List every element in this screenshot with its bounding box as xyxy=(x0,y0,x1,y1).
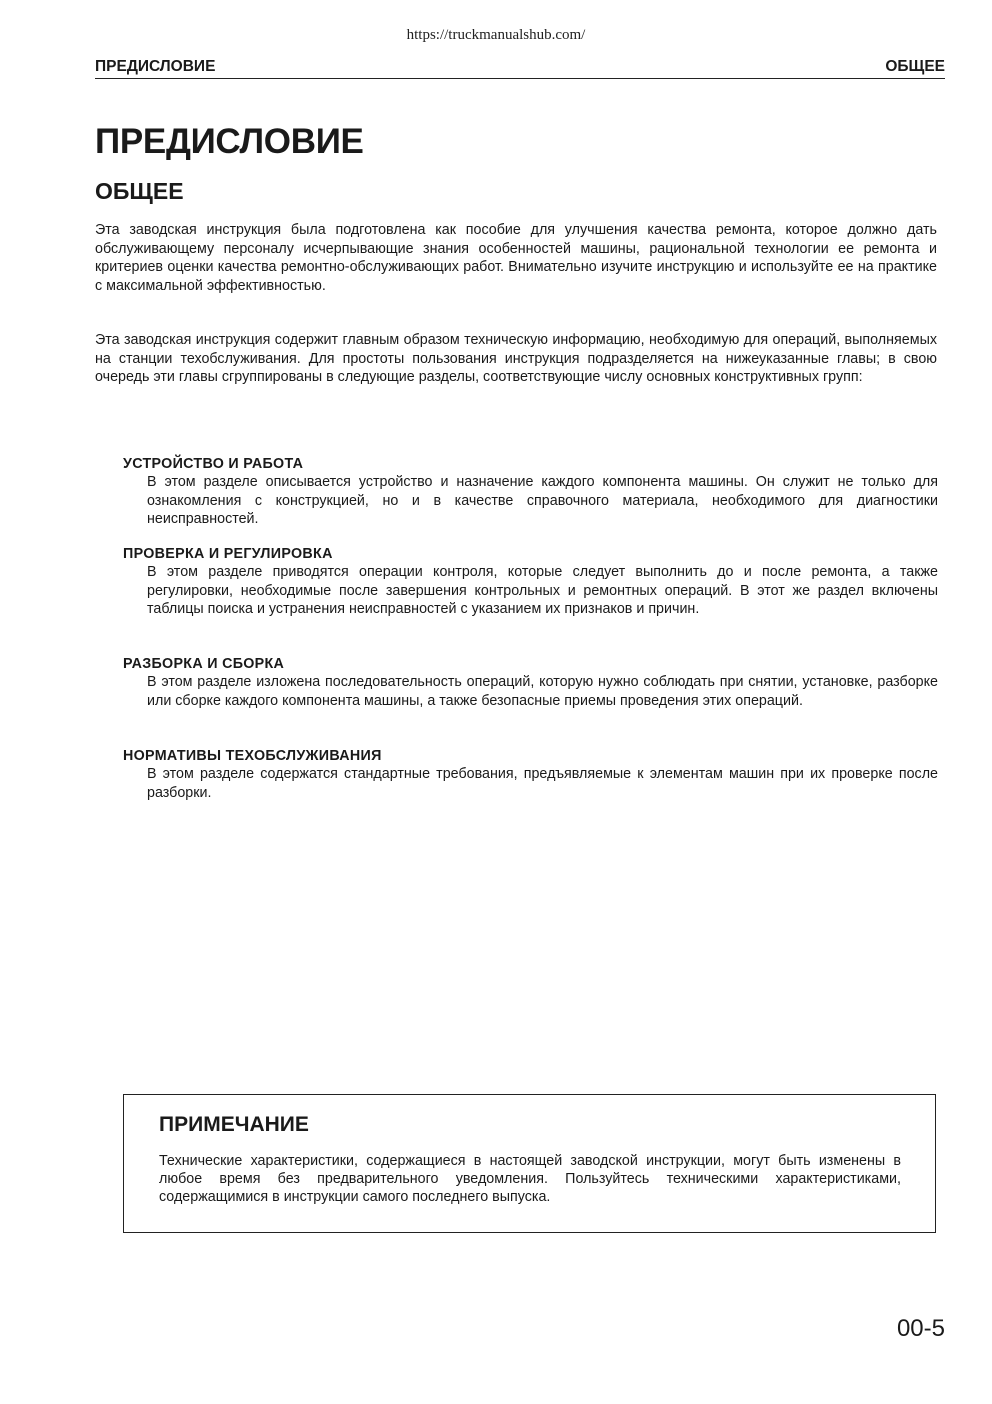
subsection-heading: ПРОВЕРКА И РЕГУЛИРОВКА xyxy=(123,546,333,562)
running-header-right: ОБЩЕЕ xyxy=(885,58,945,75)
running-header-left: ПРЕДИСЛОВИЕ xyxy=(95,58,216,75)
section-heading: ОБЩЕЕ xyxy=(95,178,184,204)
page-title: ПРЕДИСЛОВИЕ xyxy=(95,122,364,161)
subsection-heading: РАЗБОРКА И СБОРКА xyxy=(123,656,285,672)
note-heading: ПРИМЕЧАНИЕ xyxy=(159,1113,309,1136)
subsection-text: В этом разделе описывается устройство и назначение каждого компонента машины. Он служит не только для ознакомления с конструкцией, но и в качестве справочного материала, необходимого для диагностики неисправностей. xyxy=(147,474,938,527)
subsection-design-operation xyxy=(123,455,938,529)
page-number: 00-5 xyxy=(896,1315,945,1342)
note-box xyxy=(123,1094,936,1233)
subsection-text: В этом разделе изложена последовательность операций, которую нужно соблюдать при снятии, установке, разборке или сборке каждого компонента машины, а также безопасные приемы проведения этих операций. xyxy=(147,674,938,709)
intro-paragraph-2: Эта заводская инструкция содержит главным образом техническую информацию, необходимую для операций, выполняемых на станции техобслуживания. Для простоты пользования инструкция подразделяется на нижеуказанные главы; в свою очередь эти главы сгруппированы в следующие разделы, соответствующие числу основных конструктивных групп: xyxy=(95,332,937,385)
source-url: https://truckmanualshub.com/ xyxy=(406,27,586,43)
running-header xyxy=(95,56,945,79)
subsection-disassembly-assembly xyxy=(123,655,938,710)
note-text: Технические характеристики, содержащиеся в настоящей заводской инструкции, могут быть изменены в любое время без предварительного уведомления. Пользуйтесь техническими характеристиками, содержащимися в инструкции самого последнего выпуска. xyxy=(159,1153,901,1205)
subsection-heading: УСТРОЙСТВО И РАБОТА xyxy=(123,456,304,472)
subsection-heading: НОРМАТИВЫ ТЕХОБСЛУЖИВАНИЯ xyxy=(123,748,382,764)
subsection-text: В этом разделе содержатся стандартные требования, предъявляемые к элементам машин при их проверке после разборки. xyxy=(147,766,938,801)
subsection-testing-adjusting xyxy=(123,545,938,619)
intro-paragraph-1: Эта заводская инструкция была подготовлена как пособие для улучшения качества ремонта, которое должно дать обслуживающему персоналу исчерпывающие знания особенностей машины, рациональной технологии ее ремонта и критериев оценки качества ремонтно-обслуживающих работ. Внимательно изучите инструкцию и используйте ее на практике с максимальной эффективностью. xyxy=(95,222,937,294)
subsection-maintenance-standard xyxy=(123,747,938,802)
subsection-text: В этом разделе приводятся операции контроля, которые следует выполнить до и после ремонта, а также регулировки, необходимые после завершения контрольных и ремонтных операций. В этот же раздел включены таблицы поиска и устранения неисправностей с указанием их признаков и причин. xyxy=(147,564,938,617)
